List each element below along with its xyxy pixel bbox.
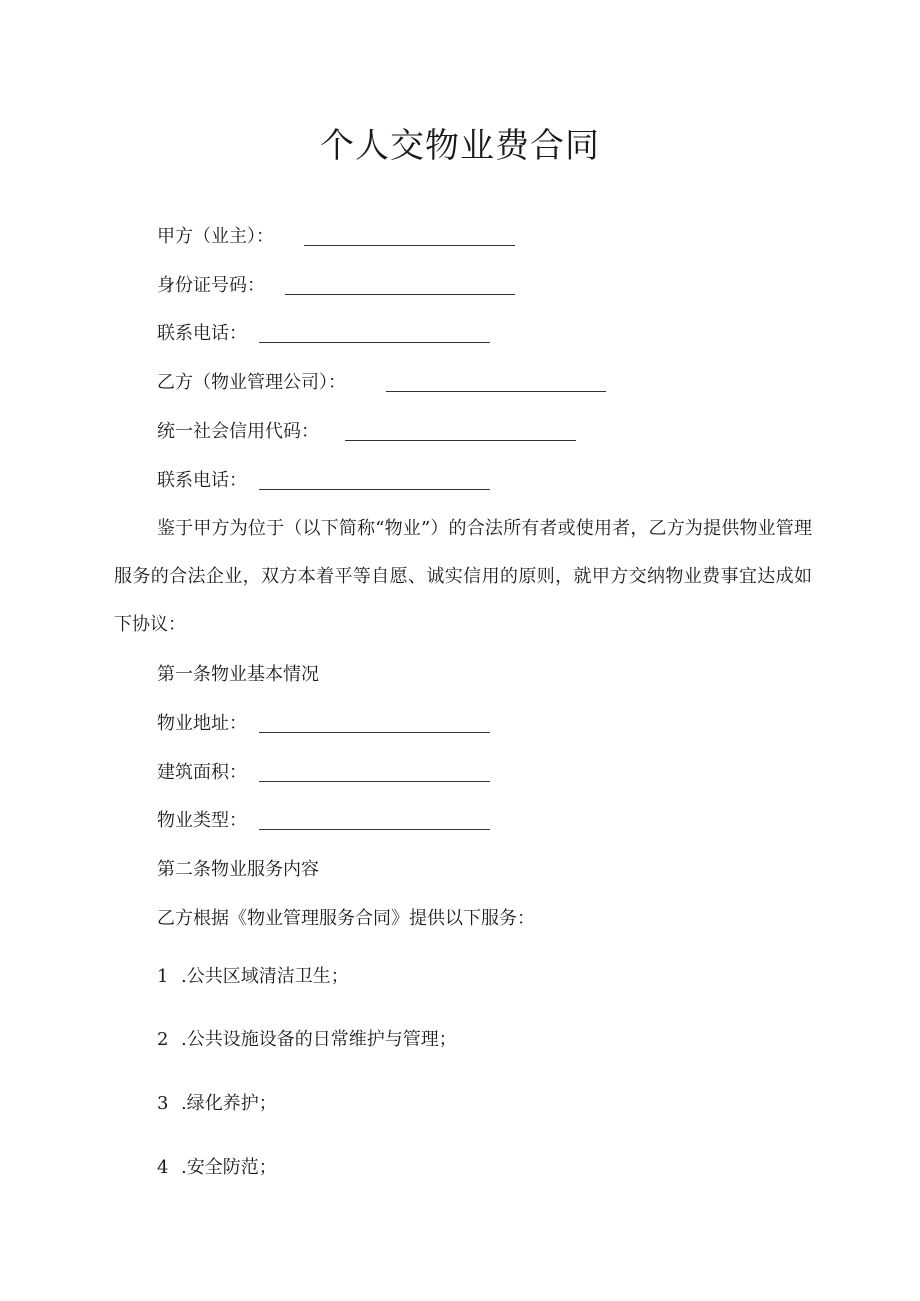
credit-code-label: 统一社会信用代码： [157, 421, 319, 442]
article2-heading: 第二条物业服务内容 [157, 859, 319, 880]
service-item-number: 4 [157, 1157, 169, 1178]
party-b-blank[interactable] [386, 391, 606, 392]
service-item-text: .安全防范； [181, 1157, 277, 1178]
address-blank[interactable] [259, 732, 490, 733]
party-a-blank[interactable] [304, 245, 515, 246]
service-item-text: .公共设施设备的日常维护与管理； [181, 1029, 457, 1050]
service-item-4 [157, 1155, 277, 1181]
service-item-number: 1 [157, 966, 169, 987]
service-item-text: .公共区域清洁卫生； [181, 966, 349, 987]
party-b-label: 乙方（物业管理公司）： [157, 372, 346, 393]
type-blank[interactable] [259, 829, 490, 830]
area-blank[interactable] [259, 781, 490, 782]
service-item-number: 2 [157, 1029, 169, 1050]
article2-intro: 乙方根据《物业管理服务合同》提供以下服务： [157, 908, 535, 929]
phone-a-blank[interactable] [259, 342, 490, 343]
service-item-1 [157, 964, 349, 990]
id-number-blank[interactable] [285, 294, 515, 295]
service-item-3 [157, 1091, 277, 1117]
party-a-label: 甲方（业主）： [157, 226, 274, 247]
phone-b-label: 联系电话： [157, 470, 247, 491]
phone-a-label: 联系电话： [157, 323, 247, 344]
id-number-label: 身份证号码： [157, 275, 265, 296]
service-item-2 [157, 1027, 457, 1053]
address-label: 物业地址： [157, 713, 247, 734]
area-label: 建筑面积： [157, 762, 247, 783]
type-label: 物业类型： [157, 810, 247, 831]
article1-heading: 第一条物业基本情况 [157, 664, 319, 685]
page-title: 个人交物业费合同 [320, 126, 600, 166]
phone-b-blank[interactable] [259, 489, 490, 490]
credit-code-blank[interactable] [345, 440, 576, 441]
service-item-text: .绿化养护； [181, 1093, 277, 1114]
service-item-number: 3 [157, 1093, 169, 1114]
preamble-paragraph: 鉴于甲方为位于（以下简称“物业”）的合法所有者或使用者，乙方为提供物业管理服务的合法企业，双方本着平等自愿、诚实信用的原则，就甲方交纳物业费事宜达成如下协议： [114, 518, 812, 635]
